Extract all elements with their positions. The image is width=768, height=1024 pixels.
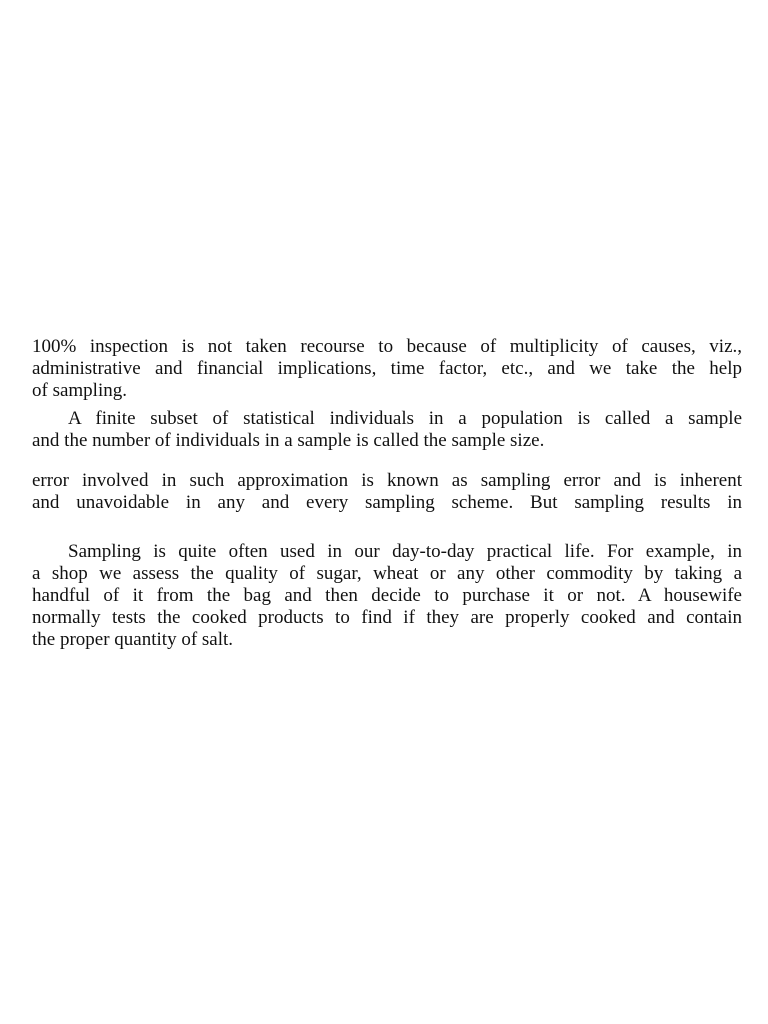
paragraph-sampling-error bbox=[32, 470, 742, 514]
text-line: administrative and financial implications, time factor, etc., and we take the help bbox=[32, 358, 742, 379]
paragraph-daily-life-sampling bbox=[32, 541, 742, 651]
text-line: the proper quantity of salt. bbox=[32, 629, 234, 650]
text-line: error involved in such approximation is known as sampling error and is inherent bbox=[32, 470, 742, 491]
text-line: 100% inspection is not taken recourse to because of multiplicity of causes, viz., bbox=[32, 336, 742, 357]
text-line: handful of it from the bag and then decide to purchase it or not. A housewife bbox=[32, 585, 742, 606]
paragraph-sample-definition bbox=[32, 408, 742, 452]
text-line: Sampling is quite often used in our day-to-day practical life. For example, in bbox=[68, 541, 742, 562]
text-line: A finite subset of statistical individuals in a population is called a sample bbox=[68, 408, 742, 429]
text-line: of sampling. bbox=[32, 380, 127, 401]
text-line: a shop we assess the quality of sugar, wheat or any other commodity by taking a bbox=[32, 563, 742, 584]
paragraph-inspection bbox=[32, 336, 742, 402]
text-line: and the number of individuals in a sample is called the sample size. bbox=[32, 430, 545, 451]
text-line: normally tests the cooked products to find if they are properly cooked and contain bbox=[32, 607, 742, 628]
text-line: and unavoidable in any and every sampling scheme. But sampling results in bbox=[32, 492, 742, 513]
